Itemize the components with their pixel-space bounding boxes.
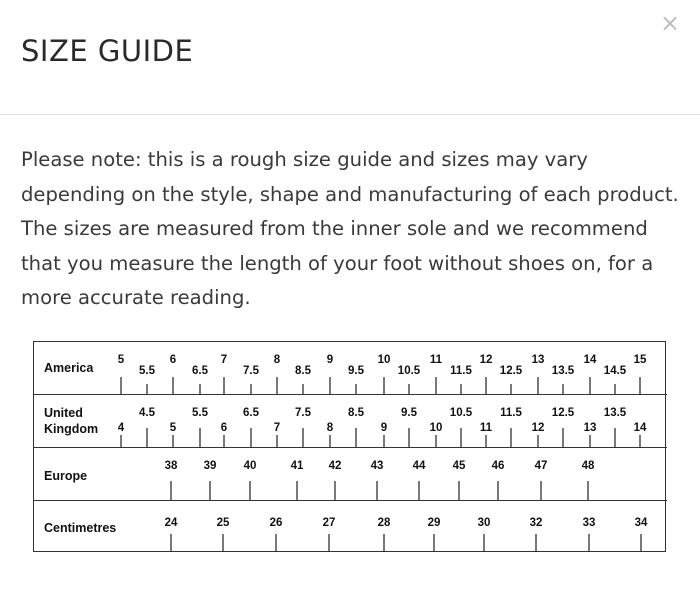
size-value: 5 bbox=[169, 422, 177, 434]
size-value: 12.5 bbox=[551, 407, 575, 419]
size-value: 4 bbox=[117, 422, 125, 434]
size-value: 6.5 bbox=[243, 407, 259, 419]
size-value: 9 bbox=[326, 354, 334, 366]
size-value: 9.5 bbox=[401, 407, 417, 419]
size-value: 10.5 bbox=[449, 407, 473, 419]
size-value: 5 bbox=[117, 354, 125, 366]
size-value: 27 bbox=[322, 517, 336, 529]
size-value: 12 bbox=[531, 422, 545, 434]
size-value: 47 bbox=[534, 460, 548, 472]
size-value: 7.5 bbox=[295, 407, 311, 419]
size-value: 7.5 bbox=[243, 365, 259, 377]
size-value: 11.5 bbox=[500, 407, 522, 419]
row-label: Europe bbox=[44, 469, 88, 483]
size-value: 12.5 bbox=[499, 365, 523, 377]
size-value: 46 bbox=[491, 460, 505, 472]
size-value: 33 bbox=[582, 517, 596, 529]
size-value: 7 bbox=[220, 354, 228, 366]
size-value: 32 bbox=[529, 517, 543, 529]
row-label: America bbox=[44, 361, 94, 375]
size-value: 11 bbox=[479, 422, 493, 434]
size-value: 10 bbox=[377, 354, 391, 366]
size-value: 13.5 bbox=[603, 407, 627, 419]
size-value: 9 bbox=[380, 422, 388, 434]
size-value: 26 bbox=[269, 517, 283, 529]
size-value: 6 bbox=[169, 354, 177, 366]
size-value: 30 bbox=[477, 517, 491, 529]
size-value: 6.5 bbox=[192, 365, 208, 377]
size-chart-graphic bbox=[33, 341, 667, 553]
size-value: 4.5 bbox=[139, 407, 155, 419]
size-value: 28 bbox=[377, 517, 391, 529]
size-value: 42 bbox=[328, 460, 342, 472]
size-value: 38 bbox=[164, 460, 178, 472]
size-value: 13 bbox=[583, 422, 597, 434]
size-value: 48 bbox=[581, 460, 595, 472]
row-label: Centimetres bbox=[44, 521, 117, 535]
size-value: 8 bbox=[273, 354, 281, 366]
modal-header bbox=[0, 0, 700, 115]
size-value: 29 bbox=[427, 517, 441, 529]
size-value: 6 bbox=[220, 422, 228, 434]
size-value: 39 bbox=[203, 460, 217, 472]
size-value: 24 bbox=[164, 517, 178, 529]
size-value: 14.5 bbox=[603, 365, 627, 377]
size-value: 45 bbox=[452, 460, 466, 472]
size-value: 34 bbox=[634, 517, 648, 529]
size-value: 41 bbox=[290, 460, 304, 472]
size-value: 8 bbox=[326, 422, 334, 434]
size-value: 15 bbox=[633, 354, 647, 366]
size-value: 25 bbox=[216, 517, 230, 529]
modal-title: SIZE GUIDE bbox=[21, 34, 194, 68]
size-value: 7 bbox=[273, 422, 281, 434]
size-value: 11 bbox=[429, 354, 443, 366]
close-icon[interactable]: × bbox=[659, 9, 681, 37]
size-value: 11.5 bbox=[450, 365, 472, 377]
size-value: 12 bbox=[479, 354, 493, 366]
size-value: 8.5 bbox=[295, 365, 311, 377]
size-value: 8.5 bbox=[348, 407, 364, 419]
row-label: United bbox=[44, 406, 83, 420]
size-guide-note: Please note: this is a rough size guide and sizes may vary depending on the style, shape and manufacturing of each product. The sizes are measured from the inner sole and we recommend that you measure the length of your foot without shoes on, for a more accurate reading. bbox=[21, 148, 679, 310]
size-value: 10.5 bbox=[397, 365, 421, 377]
size-value: 5.5 bbox=[139, 365, 155, 377]
size-value: 14 bbox=[583, 354, 597, 366]
size-chart bbox=[33, 341, 666, 552]
size-value: 40 bbox=[243, 460, 257, 472]
size-value: 10 bbox=[429, 422, 443, 434]
size-value: 13.5 bbox=[551, 365, 575, 377]
size-value: 14 bbox=[633, 422, 647, 434]
size-value: 5.5 bbox=[192, 407, 208, 419]
size-value: 9.5 bbox=[348, 365, 364, 377]
size-value: 13 bbox=[531, 354, 545, 366]
size-value: 44 bbox=[412, 460, 426, 472]
size-value: 43 bbox=[370, 460, 384, 472]
row-label: Kingdom bbox=[44, 422, 99, 436]
